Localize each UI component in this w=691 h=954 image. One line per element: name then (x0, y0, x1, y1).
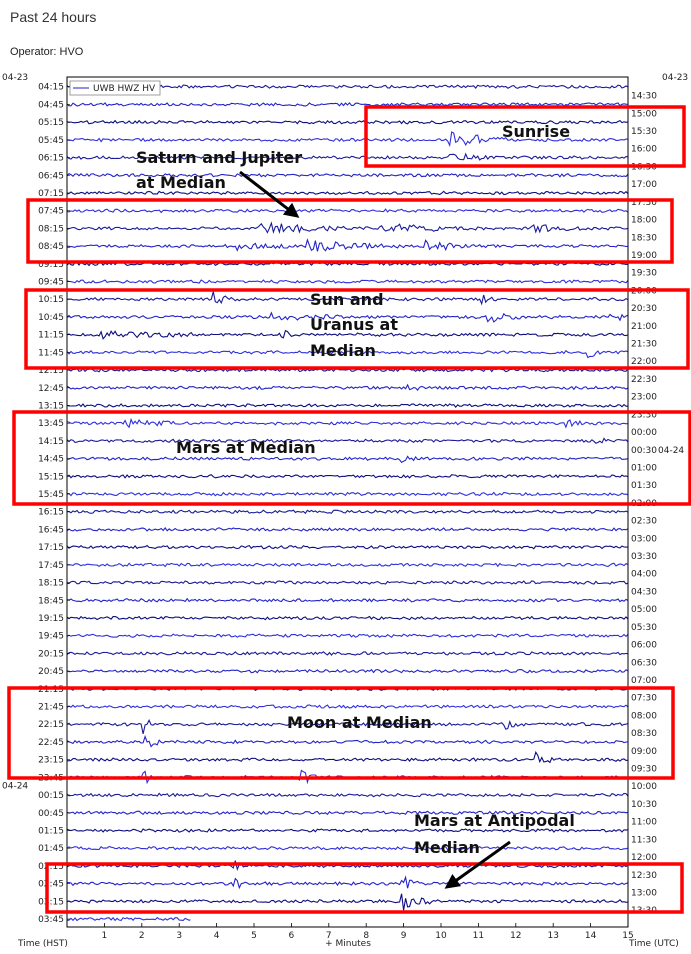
right-time-label: 08:30 (631, 729, 657, 740)
trace-row (67, 563, 628, 566)
left-time-label: 13:45 (38, 419, 64, 430)
x-tick-label: 10 (435, 931, 447, 941)
right-time-label: 15:00 (631, 109, 657, 120)
trace-row (67, 877, 628, 888)
right-time-label: 07:30 (631, 693, 657, 704)
right-time-label: 00:00 (631, 428, 657, 439)
x-tick-label: 14 (584, 931, 597, 941)
right-time-label: 19:30 (631, 268, 657, 279)
left-time-label: 11:15 (38, 330, 64, 341)
right-time-label: 17:30 (631, 197, 657, 208)
right-time-label: 11:30 (631, 835, 657, 846)
annotation-mars: Mars at Median (176, 438, 316, 457)
left-time-label: 22:45 (38, 737, 64, 748)
right-time-label: 23:30 (631, 410, 657, 421)
trace-row (67, 223, 628, 232)
left-time-label: 12:15 (38, 366, 64, 377)
trace-row (67, 918, 628, 921)
trace-row (67, 737, 628, 747)
right-time-label: 19:00 (631, 250, 657, 261)
left-time-label: 10:15 (38, 295, 64, 306)
left-time-label: 03:45 (38, 915, 64, 926)
x-tick-label: 1 (101, 931, 108, 941)
plot-frame (67, 77, 628, 927)
x-tick-label: 3 (176, 931, 183, 941)
station-legend (70, 81, 160, 95)
left-time-label: 11:45 (38, 348, 64, 359)
trace-row (67, 546, 628, 549)
left-time-label: 18:15 (38, 578, 64, 589)
left-time-label: 16:15 (38, 507, 64, 518)
left-time-label: 05:45 (38, 135, 64, 146)
right-time-label: 17:00 (631, 180, 657, 191)
annotation-moon: Moon at Median (287, 713, 432, 732)
left-time-label: 15:45 (38, 490, 64, 501)
right-time-label: 22:30 (631, 374, 657, 385)
right-time-label: 11:00 (631, 817, 657, 828)
arrow-saturn-jupiter (240, 172, 297, 216)
left-axis-title: Time (HST) (18, 939, 68, 949)
right-date-label: 04-23 (662, 73, 689, 83)
left-time-label: 21:45 (38, 702, 64, 713)
right-time-label: 22:00 (631, 357, 657, 368)
left-time-label: 01:45 (38, 844, 64, 855)
left-time-label: 05:15 (38, 118, 64, 129)
operator-label: Operator: HVO (10, 46, 84, 58)
x-tick-label: 13 (547, 931, 559, 941)
right-time-label: 23:00 (631, 392, 657, 403)
right-time-label: 15:30 (631, 127, 657, 138)
trace-row (67, 404, 628, 407)
annotation-saturn-jupiter: at Median (136, 173, 226, 192)
trace-row (67, 510, 628, 513)
trace-row (67, 528, 628, 531)
highlight-box-mars-antipodal (47, 864, 682, 912)
right-time-label: 10:30 (631, 799, 657, 810)
annotation-mars-antipodal: Mars at Antipodal (414, 811, 575, 830)
left-time-axis (2, 73, 70, 949)
right-time-label: 09:30 (631, 764, 657, 775)
right-time-label: 02:30 (631, 516, 657, 527)
x-tick-label: 8 (363, 931, 370, 941)
right-time-label: 18:00 (631, 215, 657, 226)
left-time-label: 23:45 (38, 773, 64, 784)
right-time-label: 03:00 (631, 534, 657, 545)
left-time-label: 23:15 (38, 755, 64, 766)
left-time-label: 08:15 (38, 224, 64, 235)
left-time-label: 09:15 (38, 259, 64, 270)
right-time-label: 07:00 (631, 675, 657, 686)
right-time-label: 21:00 (631, 321, 657, 332)
highlight-box-moon (9, 688, 673, 778)
left-time-label: 15:15 (38, 472, 64, 483)
right-time-label: 05:30 (631, 622, 657, 633)
right-time-label: 20:00 (631, 286, 657, 297)
right-time-label: 00:30 (631, 445, 657, 456)
right-time-label: 06:30 (631, 658, 657, 669)
left-time-label: 14:15 (38, 436, 64, 447)
left-time-label: 17:15 (38, 543, 64, 554)
x-tick-label: 9 (400, 931, 407, 941)
trace-row (67, 385, 628, 390)
trace-row (67, 438, 628, 443)
x-tick-label: 4 (213, 931, 220, 941)
left-date-label: 04-23 (2, 73, 29, 83)
left-time-label: 01:15 (38, 826, 64, 837)
left-time-label: 17:45 (38, 560, 64, 571)
right-time-label: 10:00 (631, 782, 657, 793)
trace-row (67, 705, 628, 708)
annotation-mars-antipodal: Median (414, 838, 480, 857)
right-time-label: 09:00 (631, 746, 657, 757)
x-tick-label: 11 (472, 931, 485, 941)
left-time-label: 14:45 (38, 454, 64, 465)
trace-row (67, 475, 628, 478)
trace-row (67, 599, 628, 602)
right-time-label: 20:30 (631, 304, 657, 315)
left-time-label: 02:15 (38, 861, 64, 872)
right-time-label: 16:00 (631, 144, 657, 155)
right-time-label: 03:30 (631, 552, 657, 563)
left-time-label: 00:45 (38, 808, 64, 819)
left-time-label: 16:45 (38, 525, 64, 536)
right-time-label: 04:30 (631, 587, 657, 598)
right-time-label: 04:00 (631, 569, 657, 580)
right-axis-title: Time (UTC) (629, 939, 679, 949)
right-time-label: 14:30 (631, 91, 657, 102)
left-time-label: 00:15 (38, 791, 64, 802)
trace-row (67, 652, 628, 655)
right-time-label: 08:00 (631, 711, 657, 722)
right-time-label: 13:30 (631, 906, 657, 917)
page-title: Past 24 hours (10, 9, 97, 25)
left-time-label: 22:15 (38, 720, 64, 731)
left-time-label: 04:45 (38, 100, 64, 111)
right-time-label: 16:30 (631, 162, 657, 173)
x-tick-label: 6 (288, 931, 295, 941)
annotation-sun-uranus: Sun and (310, 290, 384, 309)
annotation-sun-uranus: Median (310, 341, 376, 360)
x-tick-label: 15 (622, 931, 634, 941)
left-time-label: 18:45 (38, 596, 64, 607)
left-time-label: 19:45 (38, 631, 64, 642)
left-date-label: 04-24 (2, 781, 29, 792)
right-date-label: 04-24 (658, 445, 685, 456)
x-axis-title: + Minutes (325, 939, 371, 949)
trace-row (67, 847, 628, 850)
right-time-label: 05:00 (631, 605, 657, 616)
left-time-label: 07:15 (38, 188, 64, 199)
trace-row (67, 634, 628, 637)
right-time-label: 12:30 (631, 870, 657, 881)
trace-row (67, 793, 628, 796)
left-time-label: 04:15 (38, 82, 64, 93)
left-time-label: 09:45 (38, 277, 64, 288)
trace-row (67, 617, 628, 620)
trace-row (67, 280, 628, 283)
left-time-label: 20:45 (38, 667, 64, 678)
trace-row (67, 670, 628, 673)
left-time-label: 19:15 (38, 613, 64, 624)
trace-row (67, 420, 628, 428)
left-time-label: 12:45 (38, 383, 64, 394)
x-tick-label: 7 (325, 931, 332, 941)
left-time-label: 06:45 (38, 171, 64, 182)
annotation-saturn-jupiter: Saturn and Jupiter (136, 148, 303, 167)
right-time-label: 12:00 (631, 853, 657, 864)
left-time-label: 02:45 (38, 879, 64, 890)
left-time-label: 10:45 (38, 312, 64, 323)
annotation-sun-uranus: Uranus at (310, 315, 398, 334)
left-time-label: 06:15 (38, 153, 64, 164)
right-time-label: 13:00 (631, 888, 657, 899)
right-time-label: 01:00 (631, 463, 657, 474)
trace-row (67, 752, 628, 762)
right-time-label: 06:00 (631, 640, 657, 651)
trace-row (67, 493, 628, 496)
annotation-sunrise: Sunrise (502, 122, 571, 141)
trace-row (67, 456, 628, 462)
trace-row (67, 894, 628, 911)
right-time-label: 18:30 (631, 233, 657, 244)
right-time-label: 01:30 (631, 481, 657, 492)
x-tick-label: 5 (251, 931, 257, 941)
left-time-label: 07:45 (38, 206, 64, 217)
left-time-label: 13:15 (38, 401, 64, 412)
left-time-label: 21:15 (38, 684, 64, 695)
x-tick-label: 2 (138, 931, 145, 941)
station-legend-text: UWB HWZ HV (93, 84, 156, 94)
trace-row (67, 581, 628, 584)
x-tick-label: 12 (510, 931, 522, 941)
right-time-label: 02:00 (631, 498, 657, 509)
left-time-label: 20:15 (38, 649, 64, 660)
right-time-label: 21:30 (631, 339, 657, 350)
trace-row (67, 209, 628, 212)
left-time-label: 08:45 (38, 242, 64, 253)
left-time-label: 03:15 (38, 897, 64, 908)
trace-row (67, 240, 628, 251)
right-time-axis (628, 73, 688, 949)
